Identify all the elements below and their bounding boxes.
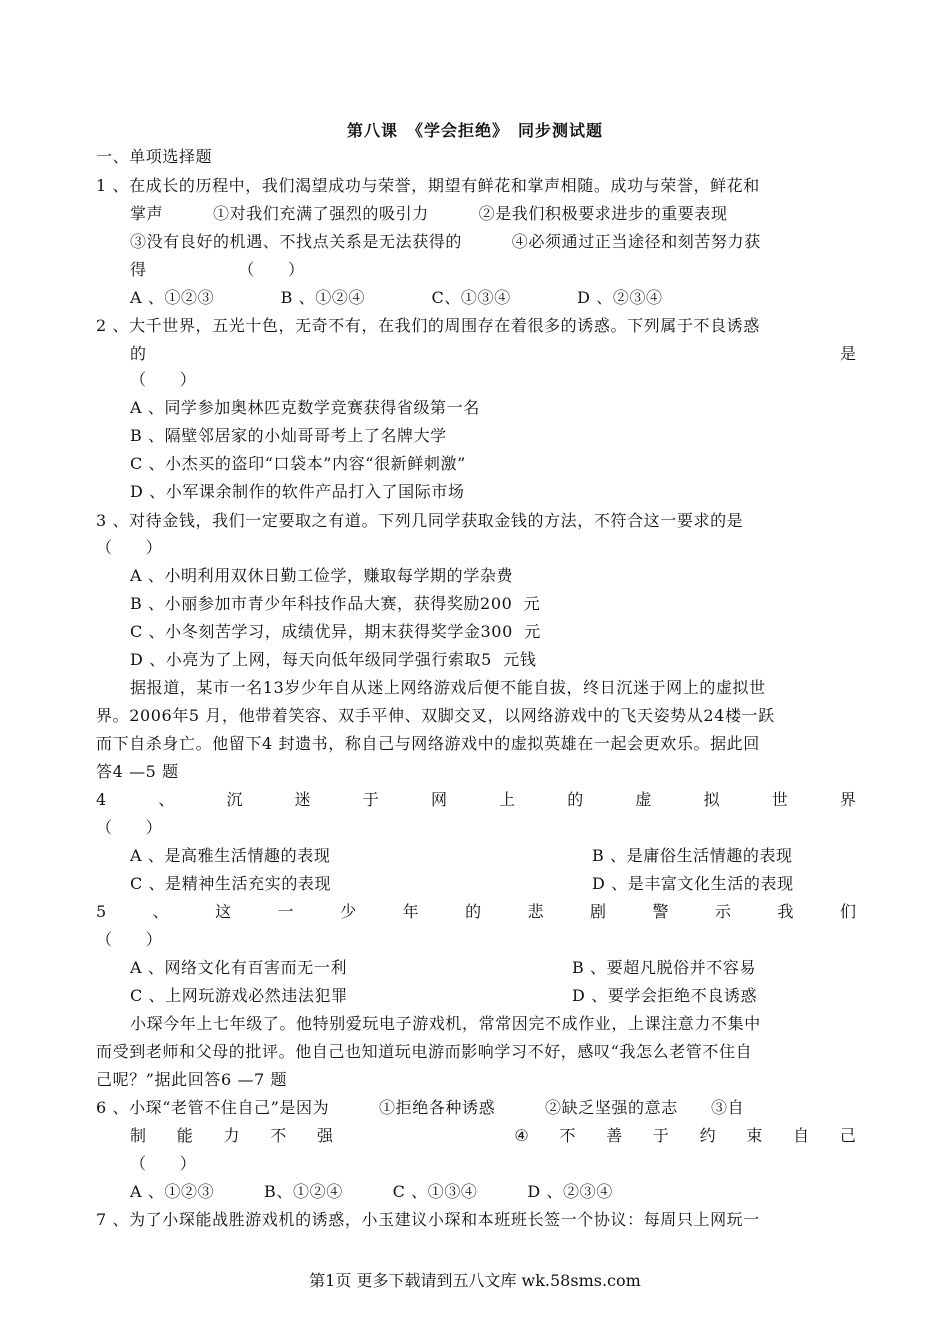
option-b: B 、要超凡脱俗并不容易 — [572, 958, 757, 977]
question-1-line: 得 （ ） — [130, 260, 305, 279]
q4-word: 界 — [839, 790, 856, 809]
question-7: 7 、为了小琛能战胜游戏机的诱惑，小玉建议小琛和本班班长签一个协议：每周只上网玩一 — [96, 1210, 760, 1229]
answer-paren: （ ） — [96, 538, 163, 557]
option-a: A 、同学参加奥林匹克数学竞赛获得省级第一名 — [130, 398, 480, 417]
q5-word: 这 — [215, 902, 232, 921]
q4-word: 的 — [567, 790, 584, 809]
answer-paren: （ ） — [130, 1154, 197, 1173]
answer-paren: （ ） — [130, 370, 197, 389]
page-footer: 第1页 更多下载请到五八文库 wk.58sms.com — [309, 1271, 641, 1290]
question-6: 6 、小琛“老管不住自己”是因为 ①拒绝各种诱惑 ②缺乏坚强的意志 ③自 — [96, 1098, 745, 1117]
answer-paren: （ ） — [96, 930, 163, 949]
question-1-line: ③没有良好的机遇、不找点关系是无法获得的 ④必须通过正当途径和刻苦努力获 — [130, 232, 761, 251]
q5-word: 剧 — [590, 902, 607, 921]
q5-word: 示 — [715, 902, 732, 921]
q6-word: 制 — [130, 1126, 147, 1145]
q4-word: 于 — [362, 790, 379, 809]
q4-word: 虚 — [635, 790, 652, 809]
q5-word: 、 — [152, 902, 169, 921]
q4-word: 上 — [499, 790, 516, 809]
q4-word: 网 — [430, 790, 447, 809]
question-4 — [96, 790, 856, 810]
option-a: A 、小明利用双休日勤工俭学，赚取每学期的学杂费 — [130, 566, 514, 585]
option-b: B 、小丽参加市青少年科技作品大赛，获得奖励200 元 — [130, 594, 541, 613]
option-a: A 、是高雅生活情趣的表现 — [130, 846, 331, 865]
q5-word: 的 — [465, 902, 482, 921]
q6-word: 约 — [699, 1126, 716, 1145]
question-6-options: A 、①②③ B、①②④ C 、①③④ D 、②③④ — [130, 1182, 613, 1201]
passage-1-line: 界。2006年5 月，他带着笑容、双手平伸、双脚交叉，以网络游戏中的飞天姿势从24楼一跃 — [96, 706, 775, 725]
question-5 — [96, 902, 856, 922]
q4-word: 沉 — [226, 790, 243, 809]
q5-word: 一 — [277, 902, 294, 921]
option-c: C 、小杰买的盗印“口袋本”内容“很新鲜刺激” — [130, 454, 466, 473]
q6-word: 能 — [176, 1126, 193, 1145]
q6-word: 善 — [606, 1126, 623, 1145]
option-d: D 、要学会拒绝不良诱惑 — [572, 986, 758, 1005]
q5-word: 悲 — [527, 902, 544, 921]
question-1-line: 掌声 ①对我们充满了强烈的吸引力 ②是我们积极要求进步的重要表现 — [130, 204, 728, 223]
question-1-options: A 、①②③ B 、①②④ C、①③④ D 、②③④ — [130, 288, 663, 307]
q6-word: 自 — [793, 1126, 810, 1145]
q4-word: 拟 — [703, 790, 720, 809]
q6-word: 不 — [559, 1126, 576, 1145]
q5-word: 年 — [402, 902, 419, 921]
q5-word: 少 — [340, 902, 357, 921]
q5-word: 5 — [96, 902, 107, 921]
answer-paren: （ ） — [96, 818, 163, 837]
q6-word: 于 — [652, 1126, 669, 1145]
option-d: D 、小亮为了上网，每天向低年级同学强行索取5 元钱 — [130, 650, 537, 669]
question-3: 3 、对待金钱，我们一定要取之有道。下列几同学获取金钱的方法，不符合这一要求的是 — [96, 511, 744, 530]
question-2-line — [130, 344, 856, 364]
section-heading: 一、单项选择题 — [96, 147, 213, 166]
q6-word: 强 — [316, 1126, 333, 1145]
q5-word: 们 — [839, 902, 856, 921]
option-c: C 、上网玩游戏必然违法犯罪 — [130, 986, 348, 1005]
option-b: B 、隔壁邻居家的小灿哥哥考上了名牌大学 — [130, 426, 447, 445]
page-title: 第八课 《学会拒绝》 同步测试题 — [346, 121, 603, 140]
q4-word: 4 — [96, 790, 107, 809]
q6-word: ④ — [514, 1126, 529, 1145]
option-b: B 、是庸俗生活情趣的表现 — [592, 846, 793, 865]
passage-1: 据报道，某市一名13岁少年自从迷上网络游戏后便不能自拔，终日沉迷于网上的虚拟世 — [130, 678, 766, 697]
q4-word: 迷 — [294, 790, 311, 809]
passage-2: 小琛今年上七年级了。他特别爱玩电子游戏机，常常因完不成作业，上课注意力不集中 — [130, 1014, 761, 1033]
question-6-line — [130, 1126, 856, 1146]
option-a: A 、网络文化有百害而无一利 — [130, 958, 348, 977]
q6-word — [364, 1126, 484, 1146]
option-d: D 、小军课余制作的软件产品打入了国际市场 — [130, 482, 465, 501]
passage-2-line: 而受到老师和父母的批评。他自己也知道玩电游而影响学习不好，感叹“我怎么老管不住自 — [96, 1042, 753, 1061]
question-2: 2 、大千世界，五光十色，无奇不有，在我们的周围存在着很多的诱惑。下列属于不良诱惑 — [96, 316, 760, 335]
q5-word: 警 — [652, 902, 669, 921]
option-d: D 、是丰富文化生活的表现 — [592, 874, 794, 893]
option-c: C 、小冬刻苦学习，成绩优异，期末获得奖学金300 元 — [130, 622, 541, 641]
question-2-text: 的 — [130, 344, 147, 363]
q4-word: 、 — [158, 790, 175, 809]
q5-word: 我 — [777, 902, 794, 921]
q6-word: 力 — [223, 1126, 240, 1145]
passage-2-line: 己呢？”据此回答6 —7 题 — [96, 1070, 288, 1089]
q6-word: 己 — [839, 1126, 856, 1145]
q6-word: 不 — [270, 1126, 287, 1145]
passage-1-line: 答4 —5 题 — [96, 762, 179, 781]
option-c: C 、是精神生活充实的表现 — [130, 874, 332, 893]
question-1: 1 、在成长的历程中，我们渴望成功与荣誉，期望有鲜花和掌声相随。成功与荣誉，鲜花和 — [96, 176, 760, 195]
q4-word: 世 — [771, 790, 788, 809]
passage-1-line: 而下自杀身亡。他留下4 封遗书，称自己与网络游戏中的虚拟英雄在一起会更欢乐。据此回 — [96, 734, 760, 753]
q6-word: 束 — [746, 1126, 763, 1145]
question-2-text: 是 — [839, 344, 856, 363]
